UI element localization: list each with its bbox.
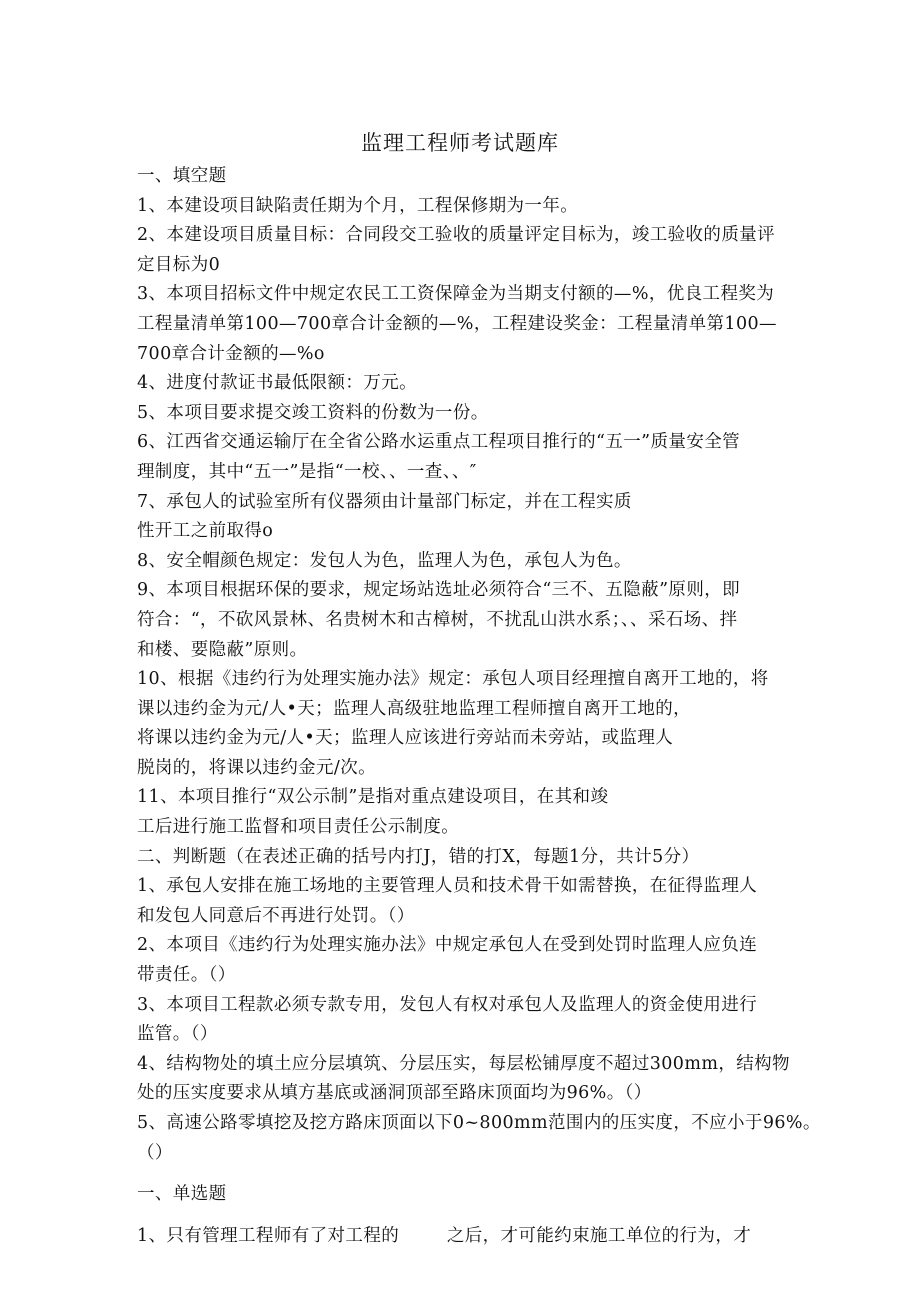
text-line: 符合：“，不砍风景林、名贵树木和古樟树，不扰乱山洪水系；、、采石场、拌 bbox=[137, 609, 738, 630]
text-line: 和楼、要隐蔽”原则。 bbox=[137, 639, 308, 660]
section-spacer bbox=[137, 1210, 797, 1222]
document-body bbox=[137, 162, 821, 1251]
text-line: 定目标为0 bbox=[137, 254, 221, 275]
text-line: 700章合计金额的—%o bbox=[137, 343, 325, 364]
text-line: 理制度，其中“五一”是指“一校、、一查、、″ bbox=[137, 461, 477, 482]
text-line: 将课以违约金为元/人•天；监理人应该进行旁站而未旁站，或监理人 bbox=[137, 728, 674, 749]
text-line: 课以违约金为元/人•天；监理人高级驻地监理工程师擅自离开工地的， bbox=[137, 698, 692, 719]
text-line: 2、本建设项目质量目标：合同段交工验收的质量评定目标为，竣工验收的质量评 bbox=[137, 225, 776, 246]
text-line: 3、本项目工程款必须专款专用，发包人有权对承包人及监理人的资金使用进行 bbox=[137, 994, 758, 1015]
text-line: 4、进度付款证书最低限额：万元。 bbox=[137, 373, 418, 394]
text-line: 5、高速公路零填挖及挖方路床顶面以下0~800mm范围内的压实度，不应小于96%。 bbox=[137, 1113, 821, 1133]
text-line: 1、本建设项目缺陷责任期为个月，工程保修期为一年。 bbox=[137, 195, 579, 216]
document-title: 监理工程师考试题库 bbox=[361, 131, 559, 155]
text-line: 工后进行施工监督和项目责任公示制度。 bbox=[137, 817, 460, 838]
text-line: 2、本项目《违约行为处理实施办法》中规定承包人在受到处罚时监理人应负连 bbox=[137, 935, 758, 956]
text-line: 监管。（） bbox=[137, 1024, 218, 1045]
text-line: 5、本项目要求提交竣工资料的份数为一份。 bbox=[137, 402, 489, 423]
section-heading-single-choice: 一、单选题 bbox=[137, 1184, 227, 1205]
text-line: 7、承包人的试验室所有仪器须由计量部门标定，并在工程实质 bbox=[137, 491, 632, 512]
text-line: 8、安全帽颜色规定：发包人为色，监理人为色，承包人为色。 bbox=[137, 550, 632, 571]
section-heading-fill-blank: 一、填空题 bbox=[137, 166, 227, 186]
text-line: 脱岗的，将课以违约金元/次。 bbox=[137, 757, 376, 778]
section-spacer bbox=[137, 1168, 797, 1180]
text-line: 1、承包人安排在施工场地的主要管理人员和技术骨干如需替换，在征得监理人 bbox=[137, 876, 758, 897]
text-line: 9、本项目根据环保的要求，规定场站选址必须符合“三不、五隐蔽”原则，即 bbox=[137, 580, 741, 601]
text-line: 11、本项目推行“双公示制”是指对重点建设项目，在其和竣 bbox=[137, 787, 609, 808]
text-line: 处的压实度要求从填方基底或涵洞顶部至路床顶面均为96%。（） bbox=[137, 1083, 652, 1104]
text-line: 10、根据《违约行为处理实施办法》规定：承包人项目经理擅自离开工地的，将 bbox=[137, 669, 769, 690]
text-line: 1、只有管理工程师有了对工程的 之后，才可能约束施工单位的行为，才 bbox=[137, 1225, 752, 1246]
text-line: 和发包人同意后不再进行处罚。（） bbox=[137, 905, 415, 926]
text-line: 3、本项目招标文件中规定农民工工资保障金为当期支付额的—%，优良工程奖为 bbox=[137, 284, 775, 305]
section-heading-true-false: 二、判断题（在表述正确的括号内打J，错的打X，每题1分，共计5分） bbox=[137, 846, 700, 867]
text-line: （） bbox=[137, 1142, 173, 1163]
text-line: 4、结构物处的填土应分层填筑、分层压实，每层松铺厚度不超过300mm，结构物 bbox=[137, 1053, 790, 1074]
text-line: 带责任。（） bbox=[137, 965, 236, 986]
text-line: 6、江西省交通运输厅在全省公路水运重点工程项目推行的“五一”质量安全管 bbox=[137, 432, 741, 453]
text-line: 性开工之前取得o bbox=[137, 521, 274, 542]
text-line: 工程量清单第100—700章合计金额的—%，工程建设奖金：工程量清单第100— bbox=[137, 313, 777, 334]
